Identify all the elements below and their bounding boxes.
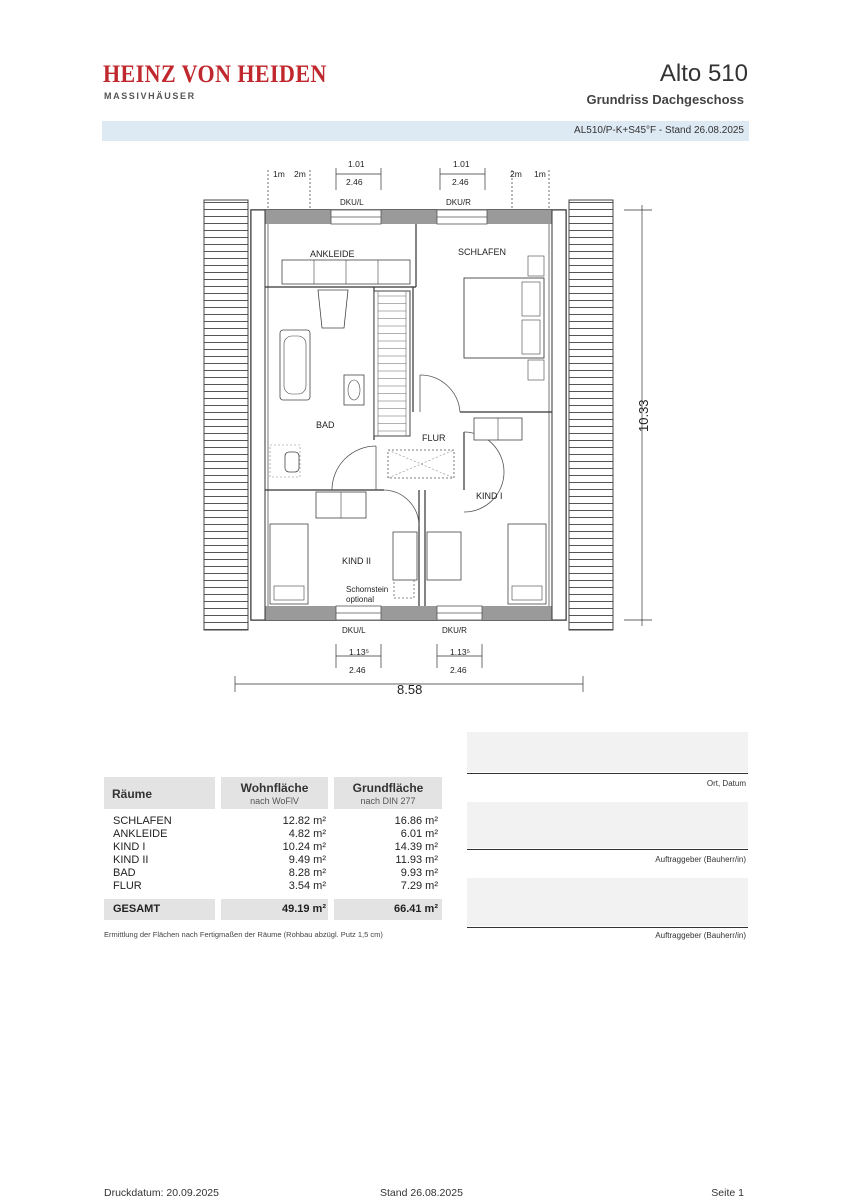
wohnflaeche-value: 8.28 m² bbox=[288, 867, 326, 879]
chimney-label-optional: optional bbox=[346, 595, 375, 604]
wohnflaeche-value: 4.82 m² bbox=[288, 828, 326, 840]
company-logo: HEINZ VON HEIDEN bbox=[103, 61, 327, 88]
window-label-bottom-left: DKU/L bbox=[342, 626, 366, 635]
table-header-rooms bbox=[104, 777, 215, 809]
toilet bbox=[285, 452, 299, 472]
floor-plan bbox=[0, 150, 848, 710]
dim-bottom-w2-top: 1.13⁵ bbox=[450, 647, 471, 657]
page-number: Seite 1 bbox=[711, 1187, 744, 1199]
room-name: FLUR bbox=[113, 880, 142, 892]
area-footnote: Ermittlung der Flächen nach Fertigmaßen der Räume (Rohbau abzügl. Putz 1,5 cm) bbox=[104, 930, 383, 939]
grundflaeche-value: 16.86 m² bbox=[394, 815, 438, 827]
table-header-grundflaeche bbox=[334, 777, 442, 809]
roof-slope-left bbox=[204, 200, 248, 630]
wardrobe-kind2 bbox=[393, 532, 417, 580]
company-logo-subtitle: MASSIVHÄUSER bbox=[104, 91, 196, 101]
page-title: Alto 510 bbox=[659, 60, 748, 87]
dim-bottom-w1-bottom: 2.46 bbox=[349, 665, 366, 675]
signature-label-client-1: Auftraggeber (Bauherr/in) bbox=[655, 855, 746, 864]
total-row-grund-cell bbox=[334, 899, 442, 920]
total-row-wohn-cell bbox=[221, 899, 328, 920]
dim-top-w2-bottom: 2.46 bbox=[452, 177, 469, 187]
room-name: KIND I bbox=[113, 841, 146, 853]
signature-field-date[interactable] bbox=[467, 732, 748, 772]
window-label-top-right: DKU/R bbox=[446, 198, 471, 207]
wohnflaeche-value: 12.82 m² bbox=[282, 815, 326, 827]
header-grund-label: Grundfläche bbox=[352, 781, 424, 795]
room-label-schlafen: SCHLAFEN bbox=[458, 247, 507, 257]
room-label-kind2: KIND II bbox=[342, 556, 372, 566]
room-label-ankleide: ANKLEIDE bbox=[310, 249, 355, 259]
dim-total-depth: 10.33 bbox=[636, 399, 651, 432]
header-rooms-label: Räume bbox=[112, 787, 153, 801]
total-label: GESAMT bbox=[113, 903, 161, 915]
table-header-wohnflaeche bbox=[221, 777, 328, 809]
roof-slope-right bbox=[569, 200, 613, 630]
wohnflaeche-value: 10.24 m² bbox=[282, 841, 326, 853]
plan-code: AL510/P-K+S45°F - Stand 26.08.2025 bbox=[574, 125, 744, 136]
dim-top-w1-bottom: 2.46 bbox=[346, 177, 363, 187]
header-wohn-sub: nach WoFlV bbox=[250, 796, 299, 806]
total-row-label-cell bbox=[104, 899, 215, 920]
dim-top-right-2m: 2m bbox=[510, 169, 522, 179]
dim-total-width: 8.58 bbox=[397, 682, 423, 697]
signature-field-client-1[interactable] bbox=[467, 802, 748, 848]
plan-code-bar bbox=[102, 121, 749, 141]
chimney-optional bbox=[394, 580, 414, 598]
room-label-bad: BAD bbox=[316, 420, 335, 430]
grundflaeche-value: 9.93 m² bbox=[400, 867, 438, 879]
shower bbox=[318, 290, 348, 328]
dim-top-left-2m: 2m bbox=[294, 169, 306, 179]
chimney-label: Schornstein bbox=[346, 585, 389, 594]
grundflaeche-value: 7.29 m² bbox=[400, 880, 438, 892]
wohnflaeche-value: 3.54 m² bbox=[288, 880, 326, 892]
room-label-flur: FLUR bbox=[422, 433, 446, 443]
signature-line bbox=[467, 773, 748, 774]
print-date: Druckdatum: 20.09.2025 bbox=[104, 1187, 219, 1199]
dim-top-w1-top: 1.01 bbox=[348, 159, 365, 169]
signature-label-date: Ort, Datum bbox=[706, 779, 746, 788]
dim-bottom-w2-bottom: 2.46 bbox=[450, 665, 467, 675]
page-subtitle: Grundriss Dachgeschoss bbox=[586, 92, 744, 107]
window-label-bottom-right: DKU/R bbox=[442, 626, 467, 635]
dim-top-w2-top: 1.01 bbox=[453, 159, 470, 169]
signature-field-client-2[interactable] bbox=[467, 878, 748, 926]
room-name: KIND II bbox=[113, 854, 149, 866]
wardrobe-kind1 bbox=[427, 532, 461, 580]
dim-top-right-1m: 1m bbox=[534, 169, 546, 179]
stand-date: Stand 26.08.2025 bbox=[380, 1187, 463, 1199]
window-label-top-left: DKU/L bbox=[340, 198, 364, 207]
header-wohn-label: Wohnfläche bbox=[240, 781, 309, 795]
signature-line bbox=[467, 849, 748, 850]
room-name: ANKLEIDE bbox=[113, 828, 168, 840]
room-name: BAD bbox=[113, 867, 136, 879]
grundflaeche-value: 11.93 m² bbox=[395, 854, 438, 866]
dim-top-left-1m: 1m bbox=[273, 169, 285, 179]
dim-bottom-w1-top: 1.13⁵ bbox=[349, 647, 370, 657]
header-grund-sub: nach DIN 277 bbox=[360, 796, 416, 806]
signature-line bbox=[467, 927, 748, 928]
room-name: SCHLAFEN bbox=[113, 815, 172, 827]
room-label-kind1: KIND I bbox=[476, 491, 503, 501]
grundflaeche-value: 6.01 m² bbox=[400, 828, 438, 840]
total-grundflaeche: 66.41 m² bbox=[393, 903, 438, 915]
wohnflaeche-value: 9.49 m² bbox=[288, 854, 326, 866]
signature-label-client-2: Auftraggeber (Bauherr/in) bbox=[655, 931, 746, 940]
total-wohnflaeche: 49.19 m² bbox=[281, 903, 326, 915]
grundflaeche-value: 14.39 m² bbox=[394, 841, 438, 853]
